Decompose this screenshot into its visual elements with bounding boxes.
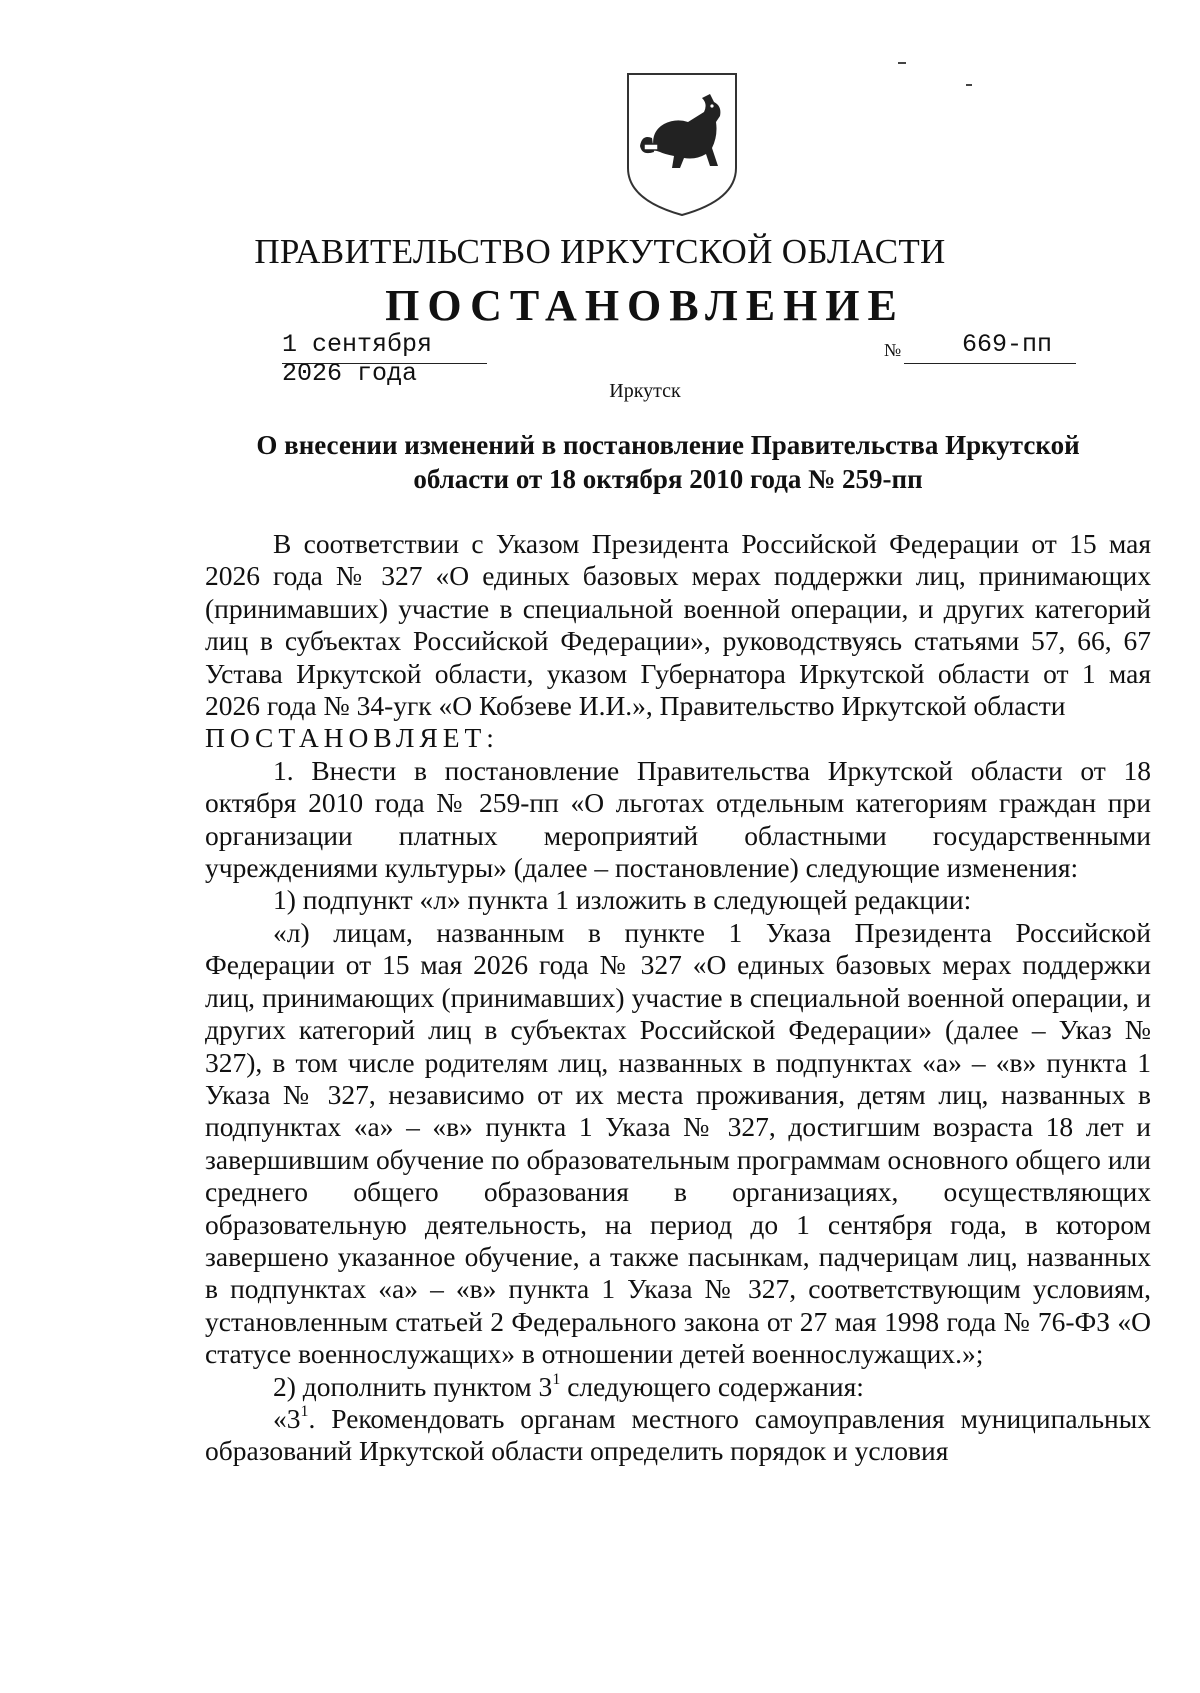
preamble-paragraph: В соответствии с Указом Президента Российской Федерации от 15 мая 2026 года № 327 «О единых базовых мерах поддержки лиц, принимающих (принимавших) участие в специальной военной операции, и других категорий лиц в субъектах Российской Федерации», руководствуясь статьями 57, 66, 67 Устава Иркутской области, указом Губернатора Иркутской области от 1 мая 2026 года № 34-угк «О Кобзеве И.И.», Правительство Иркутской области [205,528,1151,722]
subitem-2-paragraph [205,1371,1151,1403]
decree-word: ПОСТАНОВЛЯЕТ: [205,722,499,754]
number-label: № [884,340,902,360]
irkutsk-coat-of-arms-icon [624,72,740,218]
subitem-1-text: «л) лицам, названным в пункте 1 Указа Президента Российской Федерации от 15 мая 2026 года № 327 «О единых базовых мерах поддержки лиц, принимающих (принимавших) участие в специальной военной операции, и других категорий лиц в субъектах Российской Федерации» (далее – Указ № 327), в том числе родителям лиц, названных в подпунктах «а» – «в» пункта 1 Указа № 327, независимо от их места проживания, детям лиц, названных в подпунктах «а» – «в» пункта 1 Указа № 327, достигшим возраста 18 лет и завершившим обучение по образовательным программам основного общего или среднего общего образования в организациях, осуществляющих образовательную деятельность, на период до 1 сентября года, в котором завершено указанное обучение, а также пасынкам, падчерицам лиц, названных в подпунктах «а» – «в» пункта 1 Указа № 327, соответствующим условиям, установленным статьей 2 Федерального закона от 27 мая 1998 года № 76-ФЗ «О статусе военнослужащих» в отношении детей военнослужащих.»; [205,916,1151,1370]
government-name: ПРАВИТЕЛЬСТВО ИРКУТСКОЙ ОБЛАСТИ [254,232,946,271]
subitem-2-text-pre: «3 [273,1402,301,1434]
document-date: 1 сентября 2026 года [282,330,433,388]
subitem-2-text [205,1403,1151,1468]
title-line-1: О внесении изменений в постановление Правительства Иркутской [256,430,1080,460]
subitem-2-post: следующего содержания: [560,1370,864,1402]
title-line-2: области от 18 октября 2010 года № 259-пп [413,464,923,494]
document-type: ПОСТАНОВЛЕНИЕ [385,281,905,330]
document-title [200,428,1136,496]
city-name: Иркутск [609,380,681,402]
coat-of-arms-emblem [624,72,740,218]
subitem-2-text-post: . Рекомендовать органам местного самоуправления муниципальных образований Иркутской области определить порядок и условия [205,1402,1151,1467]
document-number: 669-пп [962,330,1053,359]
number-underline [904,363,1076,364]
subitem-1-paragraph: 1) подпункт «л» пункта 1 изложить в следующей редакции: [273,884,972,916]
item-1-paragraph: 1. Внести в постановление Правительства Иркутской области от 18 октября 2010 года № 259-пп «О льготах отдельным категориям граждан при организации платных мероприятий областными государственными учреждениями культуры» (далее – постановление) следующие изменения: [205,754,1151,884]
document-body [205,528,1151,1468]
subitem-2-pre: 2) дополнить пунктом 3 [273,1370,553,1402]
scan-artifact [966,84,972,86]
subitem-2-text-sup: 1 [300,1402,309,1420]
subitem-2-sup: 1 [552,1370,561,1388]
scan-artifact [898,62,906,64]
date-underline [282,363,487,364]
